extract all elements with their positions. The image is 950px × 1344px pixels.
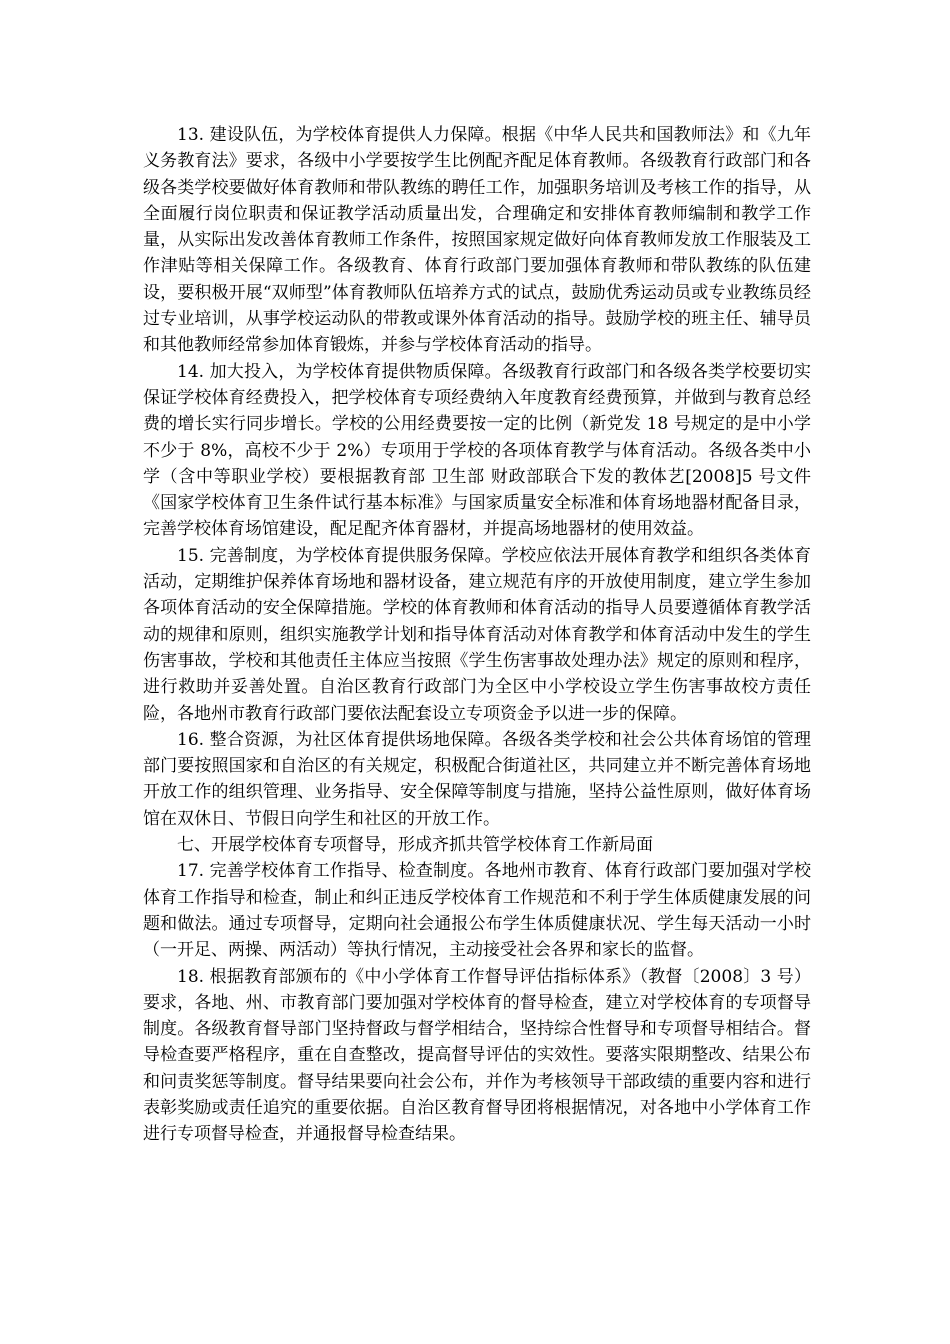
paragraph-13: 13. 建设队伍，为学校体育提供人力保障。根据《中华人民共和国教师法》和《九年义务教育法》要求，各级中小学要按学生比例配齐配足体育教师。各级教育行政部门和各级各类学校要做好体育教师和带队教练的聘任工作，加强职务培训及考核工作的指导，从全面履行岗位职责和保证教学活动质量出发，合理确定和安排体育教师编制和教学工作量，从实际出发改善体育教师工作条件，按照国家规定做好向体育教师发放工作服装及工作津贴等相关保障工作。各级教育、体育行政部门要加强体育教师和带队教练的队伍建设，要积极开展“双师型”体育教师队伍培养方式的试点，鼓励优秀运动员或专业教练员经过专业培训，从事学校运动队的带教或课外体育活动的指导。鼓励学校的班主任、辅导员和其他教师经常参加体育锻炼，并参与学校体育活动的指导。 xyxy=(143,125,811,356)
paragraph-15: 15. 完善制度，为学校体育提供服务保障。学校应依法开展体育教学和组织各类体育活动，定期维护保养体育场地和器材设备，建立规范有序的开放使用制度，建立学生参加各项体育活动的安全保障措施。学校的体育教师和体育活动的指导人员要遵循体育教学活动的规律和原则，组织实施教学计划和指导体育活动对体育教学和体育活动中发生的学生伤害事故，学校和其他责任主体应当按照《学生伤害事故处理办法》规定的原则和程序，进行救助并妥善处置。自治区教育行政部门为全区中小学校设立学生伤害事故校方责任险，各地州市教育行政部门要依法配套设立专项资金予以进一步的保障。 xyxy=(143,545,811,724)
document-body xyxy=(143,122,811,1148)
paragraph-18: 18. 根据教育部颁布的《中小学体育工作督导评估指标体系》（教督〔2008〕3 号）要求，各地、州、市教育部门要加强对学校体育的督导检查，建立对学校体育的专项督导制度。各级教育督导部门坚持督政与督学相结合，坚持综合性督导和专项督导相结合。督导检查要严格程序，重在自查整改，提高督导评估的实效性。要落实限期整改、结果公布和问责奖惩等制度。督导结果要向社会公布，并作为考核领导干部政绩的重要内容和进行表彰奖励或责任追究的重要依据。自治区教育督导团将根据情况，对各地中小学体育工作进行专项督导检查，并通报督导检查结果。 xyxy=(143,966,811,1145)
paragraph-16: 16. 整合资源，为社区体育提供场地保障。各级各类学校和社会公共体育场馆的管理部门要按照国家和自治区的有关规定，积极配合街道社区，共同建立并不断完善体育场地开放工作的组织管理、业务指导、安全保障等制度与措施，坚持公益性原则，做好体育场馆在双休日、节假日向学生和社区的开放工作。 xyxy=(143,729,811,829)
section-heading-7: 七、开展学校体育专项督导，形成齐抓共管学校体育工作新局面 xyxy=(177,835,653,856)
paragraph-14: 14. 加大投入，为学校体育提供物质保障。各级教育行政部门和各级各类学校要切实保证学校体育经费投入，把学校体育专项经费纳入年度教育经费预算，并做到与教育总经费的增长实行同步增长。学校的公用经费要按一定的比例（新党发 18 号规定的是中小学不少于 8%，高校不少于 2%）专项用于学校的各项体育教学与体育活动。各级各类中小学（含中等职业学校）要根据教育部 卫生部 财政部联合下发的教体艺[2008]5 号文件《国家学校体育卫生条件试行基本标准》与国家质量安全标准和体育场地器材配备目录，完善学校体育场馆建设，配足配齐体育器材，并提高场地器材的使用效益。 xyxy=(143,361,811,540)
paragraph-17: 17. 完善学校体育工作指导、检查制度。各地州市教育、体育行政部门要加强对学校体育工作指导和检查，制止和纠正违反学校体育工作规范和不利于学生体质健康发展的问题和做法。通过专项督导，定期向社会通报公布学生体质健康状况、学生每天活动一小时（一开足、两操、两活动）等执行情况，主动接受社会各界和家长的监督。 xyxy=(143,861,811,961)
